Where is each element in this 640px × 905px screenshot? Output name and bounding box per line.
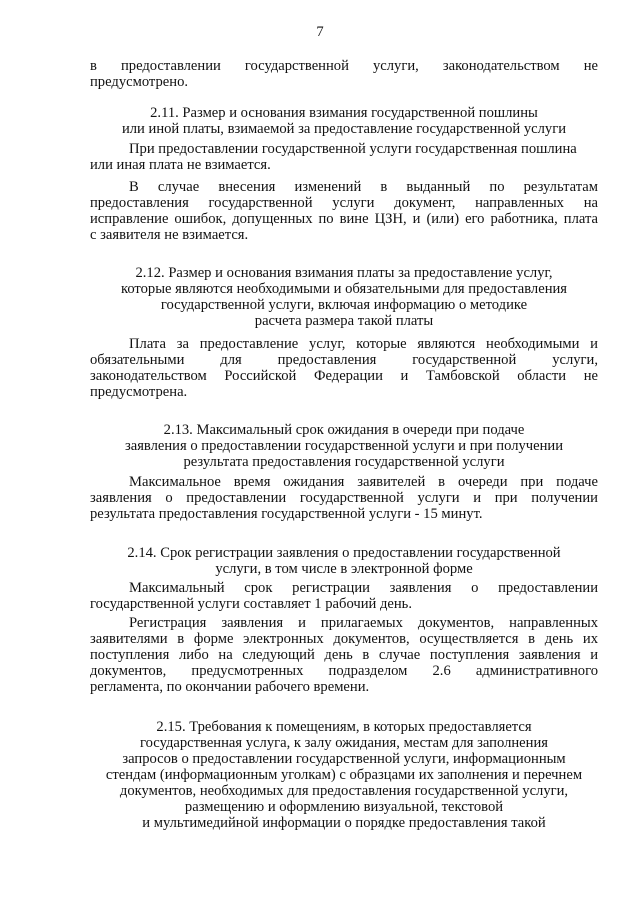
section-2-12-heading <box>90 265 598 329</box>
heading-line: 2.15. Требования к помещениям, в которых предоставляется <box>156 719 532 735</box>
heading-line: размещению и оформлению визуальной, текстовой <box>184 799 504 815</box>
heading-line: запросов о предоставлении государственной услуги, информационным <box>122 751 566 767</box>
section-2-11-heading <box>90 105 598 137</box>
section-2-11-paragraph-2 <box>90 179 598 243</box>
heading-line: и мультимедийной информации о порядке предоставления такой <box>142 815 546 831</box>
text-line: Плата за предоставление услуг, которые являются необходимыми и <box>129 336 598 352</box>
section-2-14-paragraph-2 <box>90 615 598 695</box>
heading-line: услуги, в том числе в электронной форме <box>215 561 473 577</box>
text-line: результата предоставления государственной услуги - 15 минут. <box>90 506 483 522</box>
section-2-12-paragraph-1 <box>90 336 598 400</box>
text-line: регламента, по окончании рабочего времени. <box>90 679 370 695</box>
section-2-14-heading <box>90 545 598 577</box>
text-line: При предоставлении государственной услуги государственная пошлина <box>129 141 577 157</box>
heading-line: 2.11. Размер и основания взимания государственной пошлины <box>150 105 538 121</box>
text-line: поступления либо на следующий день в случае поступления заявления и <box>90 647 598 663</box>
heading-line: документов, необходимых для предоставления государственной услуги, <box>119 783 569 799</box>
text-line: заявителями в форме электронных документов, осуществляется в день их <box>90 631 598 647</box>
text-line: Регистрация заявления и прилагаемых документов, направленных <box>129 615 598 631</box>
heading-line: или иной платы, взимаемой за предоставление государственной услуги <box>121 121 567 137</box>
heading-line: государственной услуги, включая информацию о методике <box>160 297 528 313</box>
text-line: предусмотрена. <box>90 384 188 400</box>
heading-line: 2.12. Размер и основания взимания платы за предоставление услуг, <box>135 265 553 281</box>
text-line: исправление ошибок, допущенных по вине ЦЗН, и (или) его работника, плата <box>90 211 598 227</box>
text-line: с заявителя не взимается. <box>90 227 249 243</box>
section-2-11-paragraph-1 <box>90 141 598 173</box>
heading-line: которые являются необходимыми и обязательными для предоставления <box>120 281 568 297</box>
text-line: законодательством Российской Федерации и Тамбовской области не <box>90 368 598 384</box>
heading-line: заявления о предоставлении государственной услуги и при получении <box>124 438 564 454</box>
text-line: В случае внесения изменений в выданный по результатам <box>129 179 598 195</box>
text-line: документов, предусмотренных подразделом 2.6 административного <box>90 663 598 679</box>
heading-line: результата предоставления государственной услуги <box>183 454 505 470</box>
text-line: государственной услуги составляет 1 рабочий день. <box>90 596 412 612</box>
text-line: Максимальный срок регистрации заявления о предоставлении <box>129 580 598 596</box>
heading-line: 2.14. Срок регистрации заявления о предоставлении государственной <box>127 545 561 561</box>
text-line: заявления о предоставлении государственной услуги и при получении <box>90 490 598 506</box>
text-line: обязательными для предоставления государственной услуги, <box>90 352 598 368</box>
text-line: Максимальное время ожидания заявителей в очереди при подаче <box>129 474 598 490</box>
heading-line: расчета размера такой платы <box>254 313 434 329</box>
section-2-13-paragraph-1 <box>90 474 598 522</box>
text-line: предоставления государственной услуги документ, направленных на <box>90 195 598 211</box>
heading-line: стендам (информационным уголкам) с образцами их заполнения и перечнем <box>105 767 583 783</box>
heading-line: государственная услуга, к залу ожидания, местам для заполнения <box>140 735 548 751</box>
section-2-15-heading <box>90 719 598 831</box>
heading-line: 2.13. Максимальный срок ожидания в очереди при подаче <box>163 422 525 438</box>
text-line: предусмотрено. <box>90 74 189 90</box>
text-line: в предоставлении государственной услуги, законодательством не <box>90 58 598 74</box>
text-line: или иная плата не взимается. <box>90 157 271 173</box>
section-2-13-heading <box>90 422 598 470</box>
section-2-14-paragraph-1 <box>90 580 598 612</box>
page-number: 7 <box>316 24 324 40</box>
intro-paragraph <box>90 58 598 90</box>
